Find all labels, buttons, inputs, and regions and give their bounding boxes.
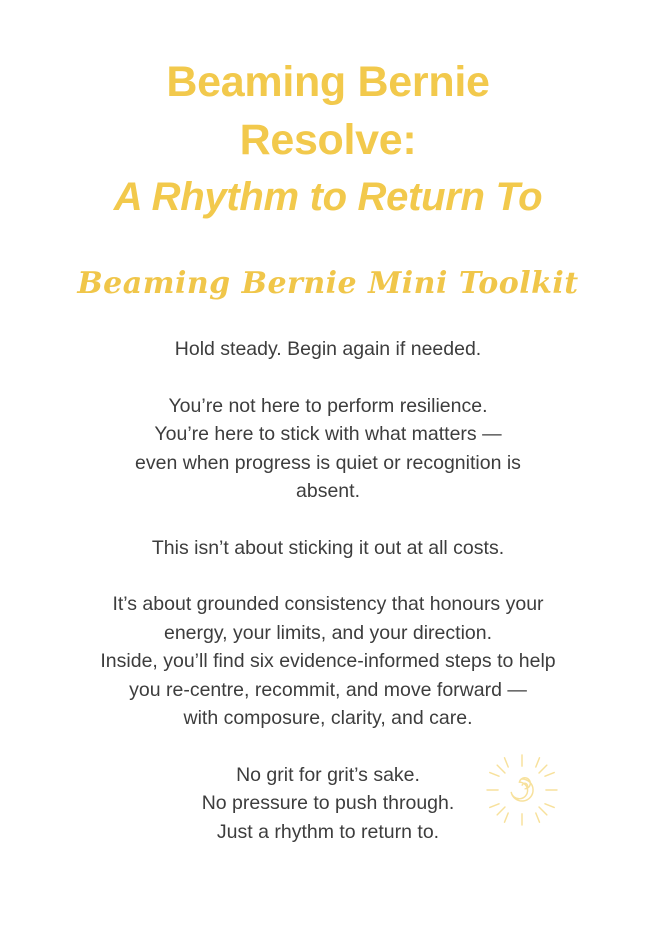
subtitle: Beaming Bernie Mini Toolkit — [77, 266, 579, 302]
title-line-1: Beaming Bernie — [166, 58, 490, 106]
paragraph-5-line-2: No pressure to push through. — [201, 792, 455, 815]
paragraph-4-line-3: Inside, you’ll find six evidence-informed steps to help — [100, 650, 556, 673]
title-line-2: Resolve: — [239, 116, 417, 165]
paragraph-3-line-1: This isn’t about sticking it out at all costs. — [151, 536, 505, 559]
paragraph-2-line-3: even when progress is quiet or recognition is — [135, 451, 521, 474]
paragraph-5-line-3: Just a rhythm to return to. — [216, 820, 440, 843]
paragraph-4-line-5: with composure, clarity, and care. — [183, 707, 473, 730]
paragraph-5-line-1: No grit for grit’s sake. — [236, 763, 420, 786]
page-title — [34, 58, 622, 220]
paragraph-4-line-4: you re-centre, recommit, and move forward — — [129, 678, 527, 701]
paragraph-2-line-1: You’re not here to perform resilience. — [168, 394, 488, 417]
paragraph-4-line-2: energy, your limits, and your direction. — [163, 621, 493, 644]
paragraph-2 — [34, 392, 622, 506]
sun-spiral-icon — [476, 744, 568, 836]
paragraph-4 — [34, 590, 622, 733]
title-line-3: A Rhythm to Return To — [113, 175, 543, 220]
paragraph-4-line-1: It’s about grounded consistency that honours your — [112, 593, 544, 616]
paragraph-2-line-2: You’re here to stick with what matters — — [154, 423, 502, 446]
paragraph-2-line-4: absent. — [296, 480, 360, 503]
paragraph-1-line-1: Hold steady. Begin again if needed. — [174, 338, 482, 361]
paragraph-1 — [34, 335, 622, 364]
paragraph-3 — [34, 534, 622, 563]
